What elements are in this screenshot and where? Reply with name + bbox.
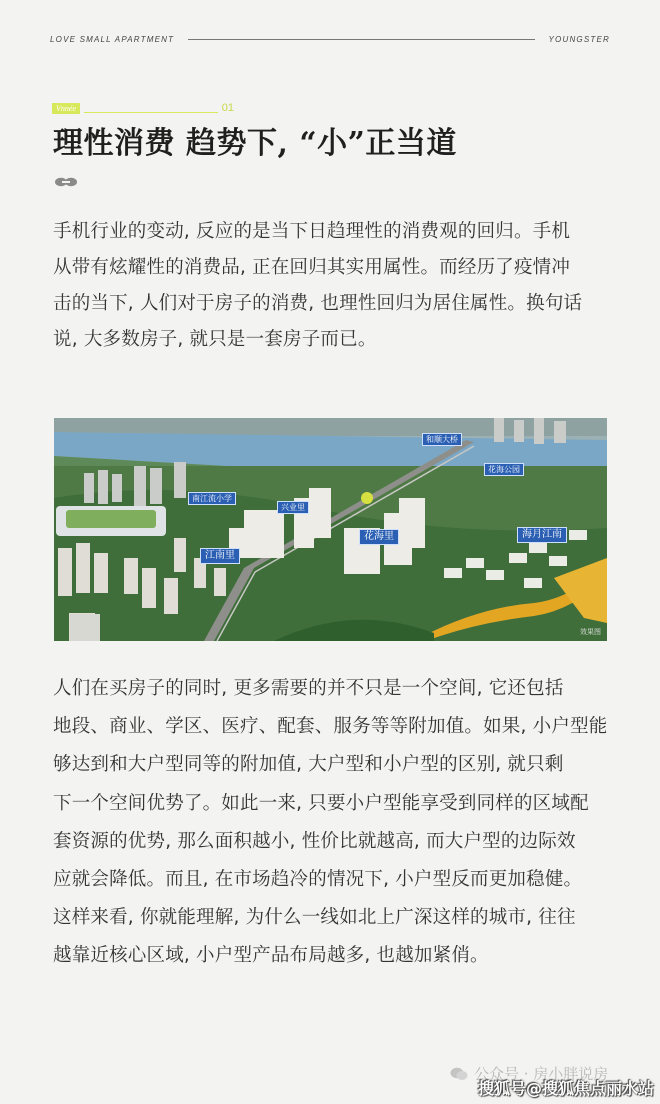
paragraph-line: 说, 大多数房子, 就只是一套房子而已。 [53, 329, 377, 350]
section-title: 理性消费 趋势下, “小”正当道 [53, 126, 457, 161]
paragraph-line: 人们在买房子的同时, 更多需要的并不只是一个空间, 它还包括 [53, 678, 564, 699]
paragraph-line: 套资源的优势, 那么面积越小, 性价比就越高, 而大户型的边际效 [53, 830, 576, 852]
label-bridge: 和顺大桥 [422, 433, 462, 446]
label-moon: 海月江南 [517, 527, 567, 543]
header-bar [50, 32, 610, 46]
label-jiangnan: 江南里 [200, 548, 240, 564]
header-right-text: YOUNGSTER [548, 34, 610, 44]
sohu-watermark: 搜狐号@搜狐焦点丽水站 [478, 1079, 655, 1098]
section-badge-line [84, 112, 218, 113]
section-number: 01 [221, 102, 234, 114]
header-left-text: LOVE SMALL APARTMENT [50, 34, 175, 44]
header-rule [188, 39, 534, 40]
paragraph-line: 这样来看, 你就能理解, 为什么一线如北上广深这样的城市, 往往 [53, 907, 576, 929]
paragraph-line: 地段、商业、学区、医疗、配套、服务等等附加值。如果, 小户型能 [53, 716, 608, 738]
wechat-icon [450, 1067, 468, 1081]
label-xingye: 兴业里 [277, 501, 309, 514]
section-tag: Vnnée [52, 103, 80, 114]
image-caption: 效果图 [580, 628, 601, 636]
label-huahai: 花海里 [359, 529, 399, 545]
paragraph-line: 应就会降低。而且, 在市场趋冷的情况下, 小户型反而更加稳健。 [53, 869, 583, 891]
aerial-rendering-image [54, 418, 607, 641]
label-school: 南江流小学 [188, 492, 236, 505]
label-park: 花海公园 [484, 463, 524, 476]
intro-paragraph [53, 214, 615, 358]
paragraph-line: 够达到和大户型同等的附加值, 大户型和小户型的区别, 就只剩 [53, 754, 564, 776]
section-badge [52, 101, 234, 115]
paragraph-line: 越靠近核心区域, 小户型产品布局越多, 也越加紧俏。 [53, 945, 489, 967]
paragraph-line: 从带有炫耀性的消费品, 正在回归其实用属性。而经历了疫情冲 [53, 257, 571, 278]
account-watermark-text: 公众号 · 房小胖说房 [474, 1065, 609, 1083]
chain-link-icon [54, 176, 78, 188]
paragraph-line: 下一个空间优势了。如此一来, 只要小户型能享受到同样的区域配 [53, 792, 589, 814]
paragraph-line: 手机行业的变动, 反应的是当下日趋理性的消费观的回归。手机 [53, 221, 571, 242]
paragraph-line: 击的当下, 人们对于房子的消费, 也理性回归为居住属性。换句话 [53, 293, 583, 314]
body-paragraph [53, 670, 615, 976]
